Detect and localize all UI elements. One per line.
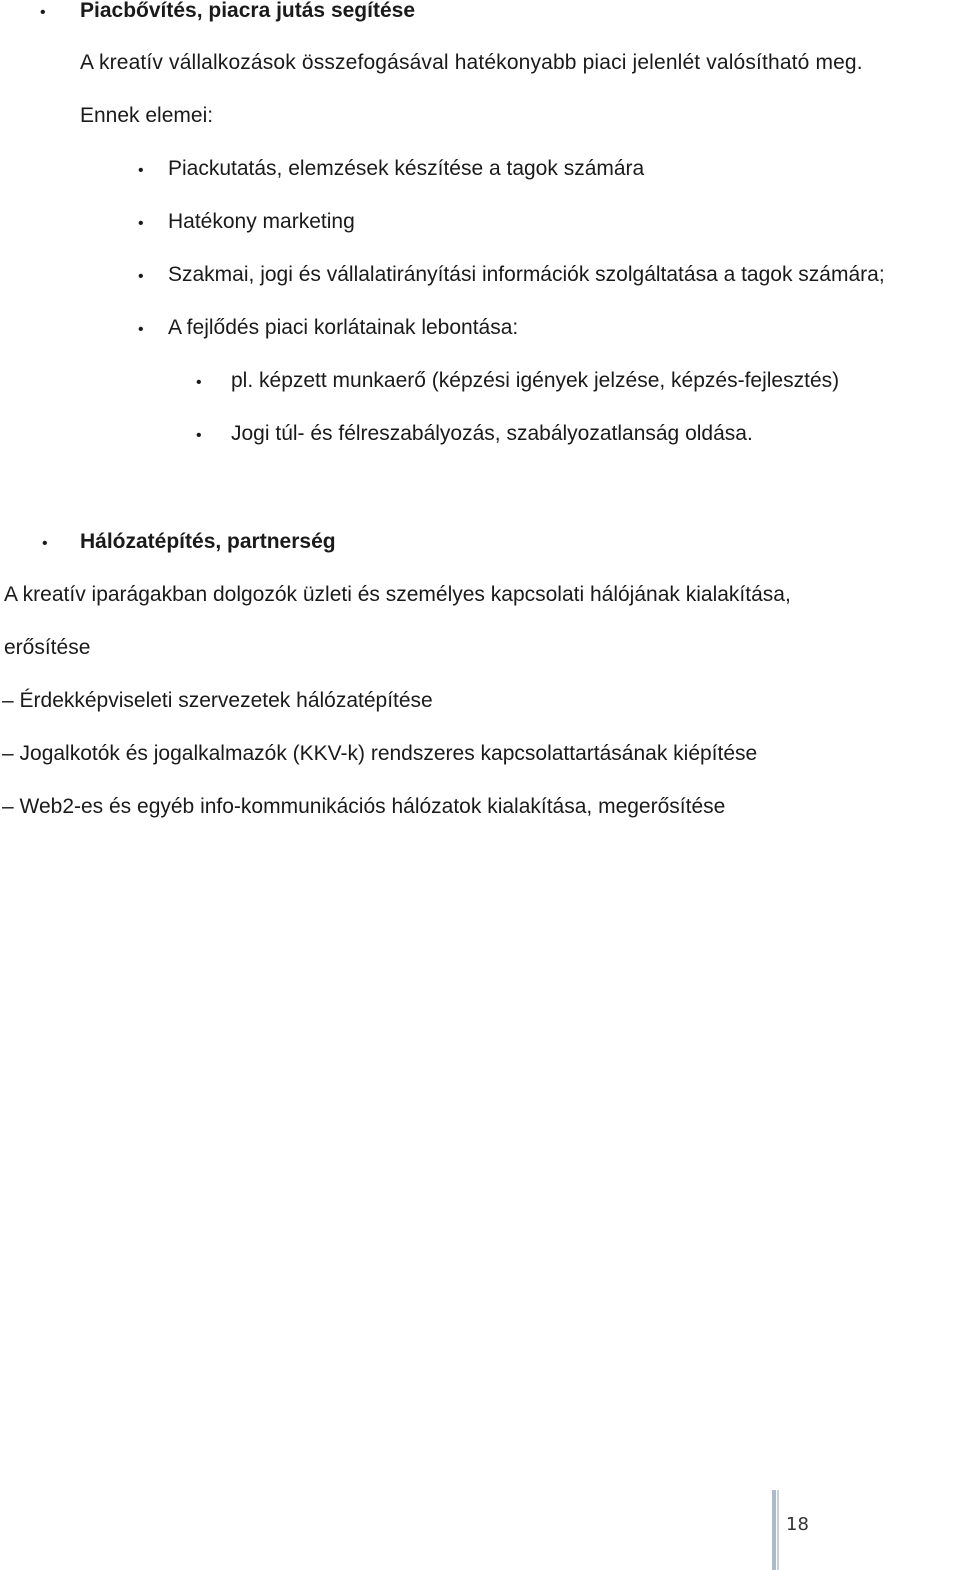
page-number-divider bbox=[772, 1490, 776, 1570]
bullet-icon: • bbox=[138, 215, 144, 232]
sub-list-item: Jogi túl- és félreszabályozás, szabályozatlanság oldása. bbox=[231, 422, 753, 445]
list-item: Szakmai, jogi és vállalatirányítási információk szolgáltatása a tagok számára; bbox=[168, 263, 885, 286]
section2-heading: Hálózatépítés, partnerség bbox=[80, 530, 336, 553]
bullet-icon: • bbox=[138, 162, 144, 179]
page-number-divider bbox=[777, 1490, 779, 1570]
section1-heading: Piacbővítés, piacra jutás segítése bbox=[80, 0, 415, 22]
section2-text-line1: A kreatív iparágakban dolgozók üzleti és személyes kapcsolati hálójának kialakítása, bbox=[4, 583, 791, 606]
bullet-icon: • bbox=[196, 374, 202, 391]
page-number: 18 bbox=[786, 1514, 809, 1535]
bullet-icon: • bbox=[40, 4, 46, 21]
list-item: Piackutatás, elemzések készítése a tagok számára bbox=[168, 157, 645, 180]
bullet-icon: • bbox=[138, 321, 144, 338]
bullet-icon: • bbox=[138, 268, 144, 285]
bullet-icon: • bbox=[196, 427, 202, 444]
bullet-icon: • bbox=[42, 535, 48, 552]
list-item: A fejlődés piaci korlátainak lebontása: bbox=[168, 316, 519, 339]
section2-text-line2: erősítése bbox=[4, 636, 91, 659]
dash-list-item: – Érdekképviseleti szervezetek hálózatépítése bbox=[2, 689, 433, 712]
dash-list-item: – Jogalkotók és jogalkalmazók (KKV-k) rendszeres kapcsolattartásának kiépítése bbox=[2, 742, 758, 765]
section1-intro: A kreatív vállalkozások összefogásával hatékonyabb piaci jelenlét valósítható meg. bbox=[80, 51, 863, 74]
section1-elements-label: Ennek elemei: bbox=[80, 104, 214, 127]
sub-list-item: pl. képzett munkaerő (képzési igények jelzése, képzés-fejlesztés) bbox=[231, 369, 840, 392]
dash-list-item: – Web2-es és egyéb info-kommunikációs hálózatok kialakítása, megerősítése bbox=[2, 795, 726, 818]
list-item: Hatékony marketing bbox=[168, 210, 355, 233]
